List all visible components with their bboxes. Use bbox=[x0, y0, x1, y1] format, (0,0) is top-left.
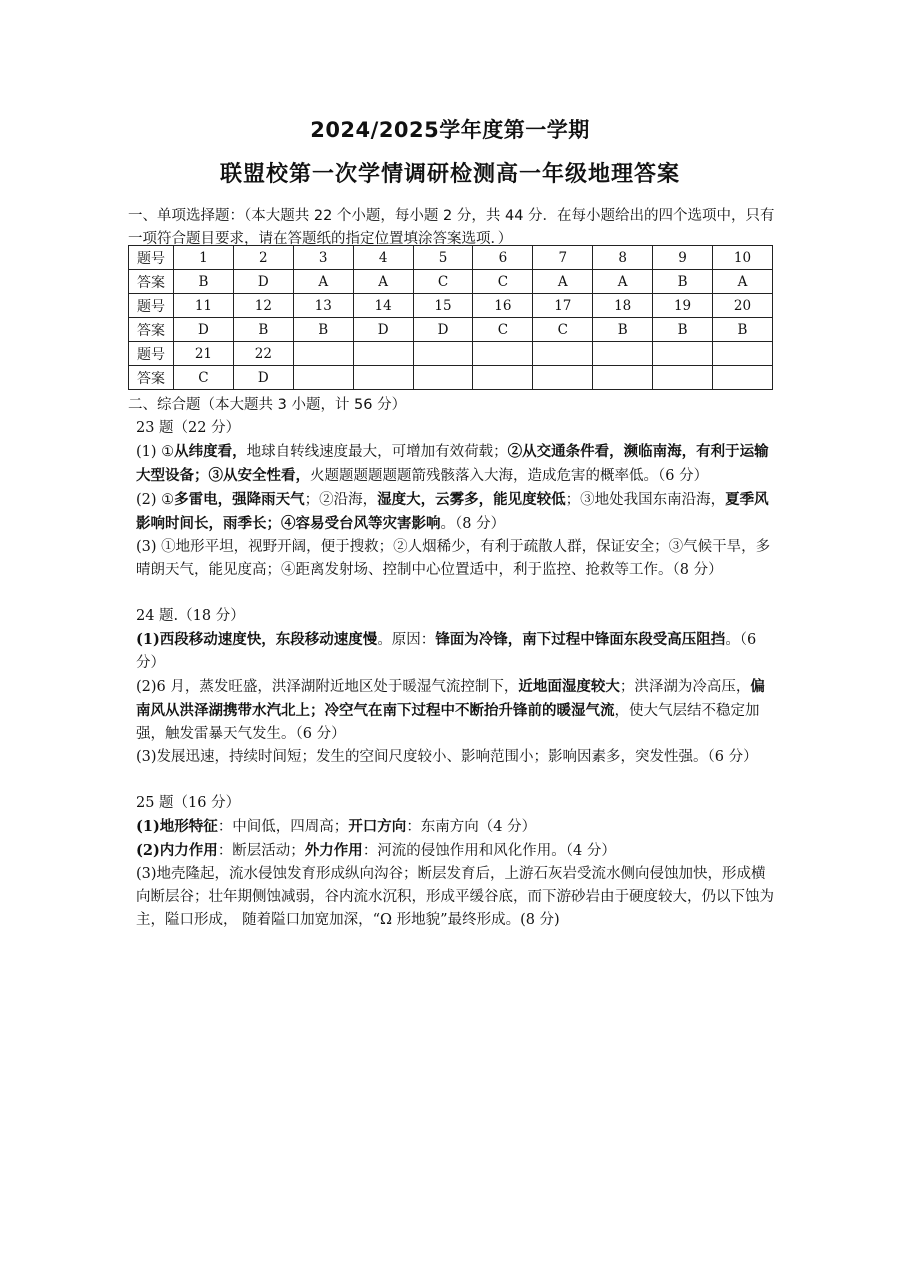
answer-cell: B bbox=[174, 270, 234, 294]
question-number: 15 bbox=[413, 294, 473, 318]
question-number bbox=[713, 342, 773, 366]
question-number: 11 bbox=[174, 294, 234, 318]
answer-cell: A bbox=[533, 270, 593, 294]
question-number: 14 bbox=[353, 294, 413, 318]
answer-cell bbox=[413, 366, 473, 390]
answer-text: ；洪泽湖为冷高压， bbox=[619, 679, 751, 695]
question-number bbox=[593, 342, 653, 366]
section2-heading: 二、综合题（本大题共 3 小题，计 56 分） bbox=[128, 397, 407, 413]
table-row-answers bbox=[129, 366, 773, 390]
question-number: 12 bbox=[233, 294, 293, 318]
table-row-answers bbox=[129, 270, 773, 294]
answer-text: 地球自转线速度最大，可增加有效荷载； bbox=[246, 444, 508, 460]
row-label: 答案 bbox=[129, 270, 174, 294]
answer-cell: D bbox=[413, 318, 473, 342]
row-label: 题号 bbox=[129, 342, 174, 366]
answer-cell: D bbox=[233, 366, 293, 390]
question-number: 22 bbox=[233, 342, 293, 366]
answer-cell: B bbox=[293, 318, 353, 342]
q25-answer-1 bbox=[136, 815, 776, 839]
q23-answer-2 bbox=[136, 488, 776, 536]
answer-text: ：河流的侵蚀作用和风化作用。（4 分） bbox=[362, 843, 616, 859]
answer-key-point: ②从交通条件看，濒临南海，有利于运输大型设备；③从安全性看， bbox=[136, 443, 769, 484]
q23-answer-1 bbox=[136, 440, 776, 488]
answer-key-point: 外力作用 bbox=[304, 842, 363, 859]
question-number: 19 bbox=[653, 294, 713, 318]
answer-key-point: 夏季风影响时间长，雨季长；④容易受台风等灾害影响 bbox=[136, 491, 769, 532]
question-number: 8 bbox=[593, 246, 653, 270]
answer-text: ；②沿海， bbox=[304, 492, 378, 508]
table-row-answers bbox=[129, 318, 773, 342]
answer-cell: B bbox=[593, 318, 653, 342]
table-row-numbers bbox=[129, 342, 773, 366]
answer-text: (2)6 月，蒸发旺盛，洪泽湖附近地区处于暖湿气流控制下， bbox=[136, 679, 519, 695]
question-number: 20 bbox=[713, 294, 773, 318]
answer-text: ：断层活动； bbox=[217, 843, 305, 859]
answer-cell bbox=[713, 366, 773, 390]
question-number bbox=[473, 342, 533, 366]
question-number: 7 bbox=[533, 246, 593, 270]
question-number bbox=[413, 342, 473, 366]
answer-cell: C bbox=[413, 270, 473, 294]
answer-text: ；③地处我国东南沿海， bbox=[565, 492, 726, 508]
answer-key-point: 近地面湿度较大 bbox=[518, 678, 620, 695]
answer-cell: B bbox=[653, 270, 713, 294]
table-row-numbers bbox=[129, 294, 773, 318]
question-number: 18 bbox=[593, 294, 653, 318]
page-title-exam: 联盟校第一次学情调研检测高一年级地理答案 bbox=[219, 162, 680, 187]
answer-text: (2) ① bbox=[136, 492, 175, 508]
answer-text: (1) ① bbox=[136, 444, 175, 460]
answer-cell: B bbox=[233, 318, 293, 342]
answer-cell bbox=[533, 366, 593, 390]
question-number: 2 bbox=[233, 246, 293, 270]
answer-key-point: 偏南风从洪泽湖携带水汽北上；冷空气在南下过程中不断抬升锋前的暖湿气流 bbox=[136, 678, 765, 719]
spacer bbox=[136, 769, 776, 792]
answer-key-point: 锋面为冷锋，南下过程中锋面东段受高压阻挡 bbox=[435, 631, 726, 648]
answer-text: ：中间低，四周高； bbox=[217, 819, 349, 835]
q23-title: 23 题（22 分） bbox=[136, 420, 241, 436]
answer-text: ，使大气层结不稳定加强，触发雷暴天气发生。（6 分） bbox=[136, 703, 760, 742]
row-label: 答案 bbox=[129, 318, 174, 342]
answer-text: 。原因： bbox=[377, 632, 436, 648]
page-title-term: 2024/2025学年度第一学期 bbox=[310, 118, 590, 142]
answer-key-point: 湿度大，云雾多，能见度较低 bbox=[377, 491, 566, 508]
answer-cell bbox=[473, 366, 533, 390]
answer-key-point: (1)西段移动速度快，东段移动速度慢 bbox=[136, 631, 378, 648]
answer-text: 火题题题题题题箭残骸落入大海，造成危害的概率低。（6 分） bbox=[310, 468, 709, 484]
question-number: 4 bbox=[353, 246, 413, 270]
answer-text: 。（8 分） bbox=[440, 516, 506, 532]
question-number: 3 bbox=[293, 246, 353, 270]
answer-cell bbox=[593, 366, 653, 390]
answer-cell: A bbox=[353, 270, 413, 294]
answer-cell: C bbox=[174, 366, 234, 390]
question-number: 10 bbox=[713, 246, 773, 270]
row-label: 题号 bbox=[129, 294, 174, 318]
answer-cell: C bbox=[473, 270, 533, 294]
answer-table bbox=[128, 245, 773, 390]
answer-cell bbox=[653, 366, 713, 390]
question-number: 6 bbox=[473, 246, 533, 270]
answer-cell bbox=[293, 366, 353, 390]
answer-key-point: 从纬度看， bbox=[174, 443, 247, 460]
answer-cell bbox=[353, 366, 413, 390]
section2-content bbox=[128, 394, 776, 932]
question-number bbox=[533, 342, 593, 366]
q25-title: 25 题（16 分） bbox=[136, 795, 241, 811]
q24-answer-2 bbox=[136, 675, 776, 746]
question-number bbox=[353, 342, 413, 366]
row-label: 答案 bbox=[129, 366, 174, 390]
answer-cell: D bbox=[353, 318, 413, 342]
answer-key-point: 开口方向 bbox=[348, 818, 407, 835]
spacer bbox=[136, 582, 776, 605]
answer-cell: A bbox=[713, 270, 773, 294]
question-number: 13 bbox=[293, 294, 353, 318]
section1-heading: 一、单项选择题：（本大题共 22 个小题，每小题 2 分，共 44 分．在每小题给出的四个选项中，只有一项符合题目要求，请在答题纸的指定位置填涂答案选项．） bbox=[128, 208, 775, 247]
row-label: 题号 bbox=[129, 246, 174, 270]
answer-cell: A bbox=[593, 270, 653, 294]
question-number: 16 bbox=[473, 294, 533, 318]
answer-text: 。（6 分） bbox=[136, 632, 757, 671]
question-number: 9 bbox=[653, 246, 713, 270]
q24-answer-3: (3)发展迅速，持续时间短；发生的空间尺度较小、影响范围小；影响因素多，突发性强。（6 分） bbox=[136, 749, 758, 765]
answer-cell: A bbox=[293, 270, 353, 294]
question-number: 21 bbox=[174, 342, 234, 366]
q23-answer-3: (3) ①地形平坦，视野开阔，便于搜救；②人烟稀少，有利于疏散人群，保证安全；③气候干旱，多晴朗天气，能见度高；④距离发射场、控制中心位置适中，利于监控、抢救等工作。（8 分） bbox=[136, 539, 771, 578]
q25-answer-2 bbox=[136, 839, 776, 863]
question-number bbox=[293, 342, 353, 366]
answer-cell: D bbox=[174, 318, 234, 342]
answer-cell: C bbox=[533, 318, 593, 342]
q25-answer-3: (3)地壳隆起，流水侵蚀发育形成纵向沟谷；断层发育后，上游石灰岩受流水侧向侵蚀加快，形成横向断层谷；壮年期侧蚀减弱，谷内流水沉积，形成平缓谷底，而下游砂岩由于硬度较大，仍以下蚀为主，隘口形成， 随着隘口加宽加深，“Ω 形地貌”最终形成。(8 分) bbox=[136, 866, 774, 928]
answer-key-point: 多雷电，强降雨天气 bbox=[174, 491, 305, 508]
answer-text: ：东南方向（4 分） bbox=[406, 819, 537, 835]
q24-answer-1 bbox=[136, 628, 776, 675]
answer-key-point: (1)地形特征 bbox=[136, 818, 218, 835]
question-number: 1 bbox=[174, 246, 234, 270]
question-number bbox=[653, 342, 713, 366]
answer-cell: B bbox=[713, 318, 773, 342]
answer-cell: B bbox=[653, 318, 713, 342]
question-number: 17 bbox=[533, 294, 593, 318]
answer-key-point: (2)内力作用 bbox=[136, 842, 218, 859]
question-number: 5 bbox=[413, 246, 473, 270]
table-row-numbers bbox=[129, 246, 773, 270]
q24-title: 24 题.（18 分） bbox=[136, 608, 245, 624]
answer-cell: C bbox=[473, 318, 533, 342]
answer-cell: D bbox=[233, 270, 293, 294]
